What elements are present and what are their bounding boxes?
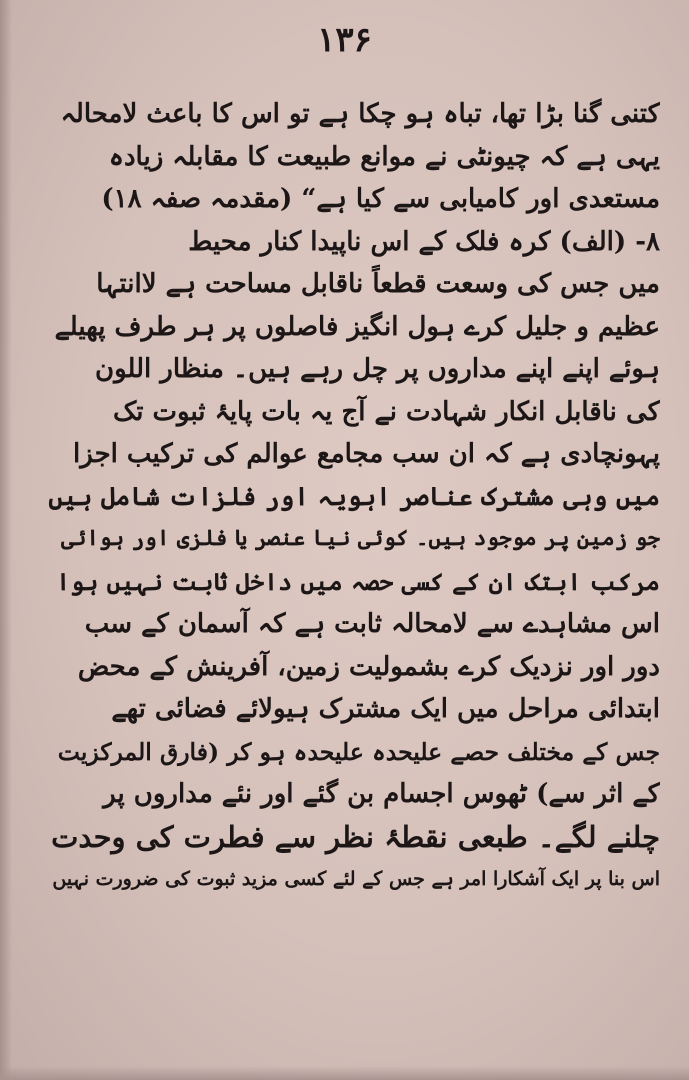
page-shadow-bottom [0, 1066, 689, 1080]
page-number: ۱۳۶ [317, 20, 372, 60]
body-text [48, 93, 660, 901]
text-line: دور اور نزدیک کرے بشمولیت زمین، آفرینش کے محض [77, 651, 660, 682]
text-line: میں جس کی وسعت قطعاً ناقابل مساحت ہے لاانتہا [96, 269, 660, 299]
text-line: کے اثر سے) ٹھوس اجسام بن گئے اور نئے مداروں پر [103, 779, 660, 809]
text-line: چلنے لگے۔ طبعی نقطۂ نظر سے فطرت کی وحدت [51, 819, 660, 854]
text-line: مستعدی اور کامیابی سے کیا ہے“ (مقدمہ صفہ ۱۸) [101, 184, 660, 214]
text-line: کی ناقابل انکار شہادت نے آج یہ بات پایۂ ثبوت تک [112, 396, 660, 427]
text-line: اس بنا پر ایک آشکارا امر ہے جس کے لئے کسی مزید ثبوت کی ضرورت نہیں [52, 868, 660, 890]
text-line: میں وہی مشترک عناصر اہویہ اور فلزات شامل ہیں [48, 481, 660, 511]
text-line: جو زمین پر موجود ہیں۔ کوئی نیا عنصر یا فلزی اور ہوائی [61, 526, 660, 551]
text-line: پہونچادی ہے کہ ان سب مجامع عوالم کی ترکیب اجزا [73, 439, 660, 469]
text-line: ۸- (الف) کرہ فلک کے اس ناپیدا کنار محیط [188, 226, 660, 257]
text-line: عظیم و جلیل کرے ہول انگیز فاصلوں پر ہر طرف پھیلے [54, 311, 660, 342]
text-line: ابتدائی مراحل میں ایک مشترک ہیولائے فضائی تھے [111, 694, 660, 724]
text-line: کتنی گنا بڑا تھا، تباہ ہو چکا ہے تو اس کا باعث لامحالہ [60, 99, 660, 129]
text-line: اس مشاہدے سے لامحالہ ثابت ہے کہ آسمان کے سب [84, 609, 660, 639]
text-line: یہی ہے کہ چیونٹی نے موانع طبیعت کا مقابلہ زیادہ [108, 141, 660, 172]
text-line: ہوئے اپنے اپنے مداروں پر چل رہے ہیں۔ منظار اللون [94, 354, 660, 384]
page-shadow-left [0, 0, 12, 1080]
text-line: جس کے مختلف حصے علیحدہ علیحدہ ہو کر (فارق المرکزیت [57, 737, 660, 766]
text-line: مرکب ابتک ان کے کسی حصہ میں داخل ثابت نہیں ہوا [56, 566, 660, 596]
